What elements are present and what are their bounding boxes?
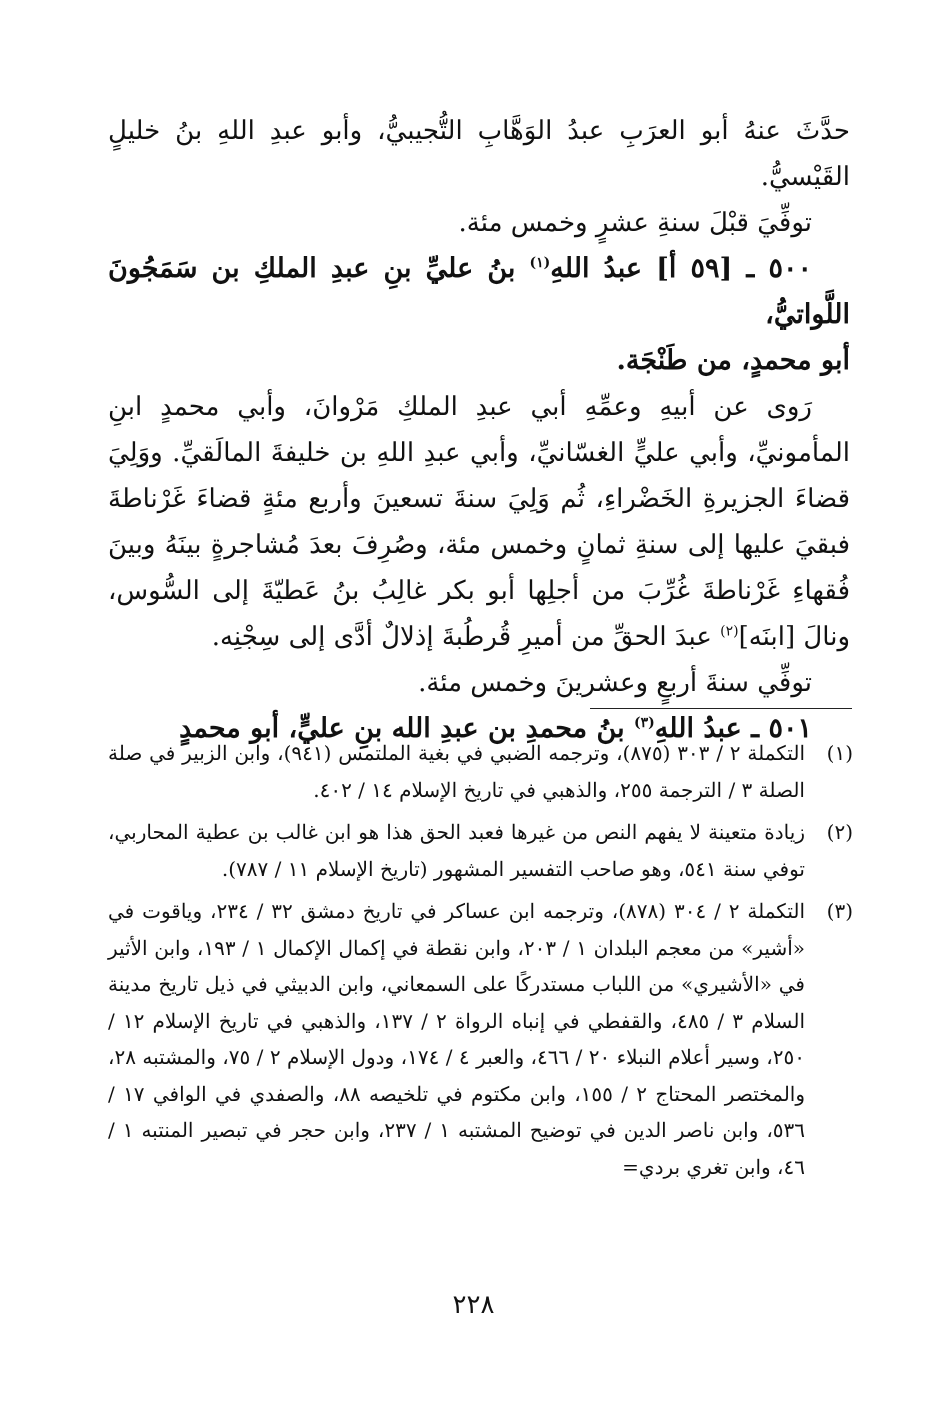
footnote	[108, 735, 853, 808]
footnote	[108, 893, 853, 1185]
paragraph: توفِّي سنةَ أربعٍ وعشرينَ وخمس مئة.	[418, 668, 812, 698]
footnote-marker[interactable]: (٣)	[634, 715, 655, 731]
paragraph: حدَّثَ عنهُ أبو العرَبِ عبدُ الوَهَّابِ التُّجيبيُّ، وأبو عبدِ اللهِ بنُ خليلٍ القَيْسيُّ.	[108, 116, 850, 192]
footnote	[108, 814, 853, 887]
entry-lineage: بنُ محمدِ بن عبدِ الله بنِ عليٍّ، أبو محمدٍ	[179, 713, 635, 744]
footnote-text: التكملة ٢ / ٣٠٣ (٨٧٥)، وترجمه الضبي في بغية الملتمس (٩٤١)، وابن الزبير في صلة الصلة ٣ / الترجمة ٢٥٥، والذهبي في تاريخ الإسلام ١٤ / ٤٠٢.	[108, 741, 805, 802]
footnote-marker[interactable]: (٢)	[720, 623, 739, 640]
entry-lineage: بنُ عليِّ بنِ عبدِ الملكِ بن سَمَجُونَ اللَّواتيُّ،	[108, 253, 850, 330]
footnotes	[108, 735, 853, 1191]
page-number: ٢٢٨	[452, 1290, 495, 1320]
footnote-number: (٢)	[826, 820, 853, 844]
paragraph-tail: عبدَ الحقِّ من أميرِ قُرطُبةَ إذلالٌ أدَّى إلى سِجْنِه.	[211, 622, 721, 652]
paragraph-body: رَوى عن أبيهِ وعمِّهِ أبي عبدِ الملكِ مَرْوانَ، وأبي محمدٍ ابنِ المأمونيِّ، وأبي عليٍّ الغسّانيِّ، وأبي عبدِ اللهِ بن خليفةَ المالَقيِّ. ووَلِيَ قضاءَ الجزيرةِ الخَضْراءِ، ثُم وَلِيَ سنةَ تسعينَ وأربع مئةٍ قضاءَ غَرْناطةَ فبقيَ عليها إلى سنةِ ثمانٍ وخمس مئة، وصُرِفَ بعدَ مُشاجرةٍ بينَهُ وبينَ فُقهاءِ غَرْناطةَ غُرِّبَ من أجلِها أبو بكر غالِبُ بنُ عَطيّةَ إلى السُّوس، ونالَ [ابنَه]	[108, 392, 850, 652]
footnote-marker[interactable]: (١)	[529, 255, 551, 271]
entry-number-name: ٥٠١ ـ عبدُ اللهِ	[654, 713, 812, 744]
entry-heading-500	[108, 246, 850, 338]
footnote-text: التكملة ٢ / ٣٠٤ (٨٧٨)، وترجمه ابن عساكر في تاريخ دمشق ٣٢ / ٢٣٤، وياقوت في «أشير» من معجم البلدان ١ / ٢٠٣، وابن نقطة في إكمال الإكمال ١ / ١٩٣، وابن الأثير في «الأشيري» من اللباب مستدركًا على السمعاني، وابن الدبيثي في ذيل تاريخ مدينة السلام ٣ / ٤٨٥، والقفطي في إنباه الرواة ٢ / ١٣٧، والذهبي في تاريخ الإسلام ١٢ / ٢٥٠، وسير أعلام النبلاء ٢٠ / ٤٦٦، والعبر ٤ / ١٧٤، ودول الإسلام ٢ / ٧٥، والمشتبه ٢٨، والمختصر المحتاج ٢ / ١٥٥، وابن مكتوم في تلخيصه ٨٨، والصفدي في الوافي ١٧ / ٥٣٦، وابن ناصر الدين في توضيح المشتبه ١ / ٢٣٧، وابن حجر في تبصير المنتبه ١ / ٤٦، وابن تغري بردي=	[108, 899, 806, 1179]
paragraph: توفِّيَ قبْلَ سنةِ عشرٍ وخمس مئة.	[458, 208, 812, 238]
entry-number-name: ٥٠٠ ـ [٥٩ أ] عبدُ اللهِ	[550, 253, 812, 284]
footnote-separator	[590, 708, 852, 709]
footnote-number: (١)	[826, 741, 853, 765]
entry-kunya: أبو محمدٍ، من طَنْجَة.	[616, 345, 850, 376]
main-text	[108, 108, 850, 752]
paragraph	[108, 384, 850, 660]
footnote-number: (٣)	[826, 899, 853, 923]
footnote-text: زيادة متعينة لا يفهم النص من غيرها فعبد الحق هذا هو ابن غالب بن عطية المحاربي، توفي سنة ٥٤١، وهو صاحب التفسير المشهور (تاريخ الإسلام ١١ / ٧٨٧).	[108, 820, 806, 881]
